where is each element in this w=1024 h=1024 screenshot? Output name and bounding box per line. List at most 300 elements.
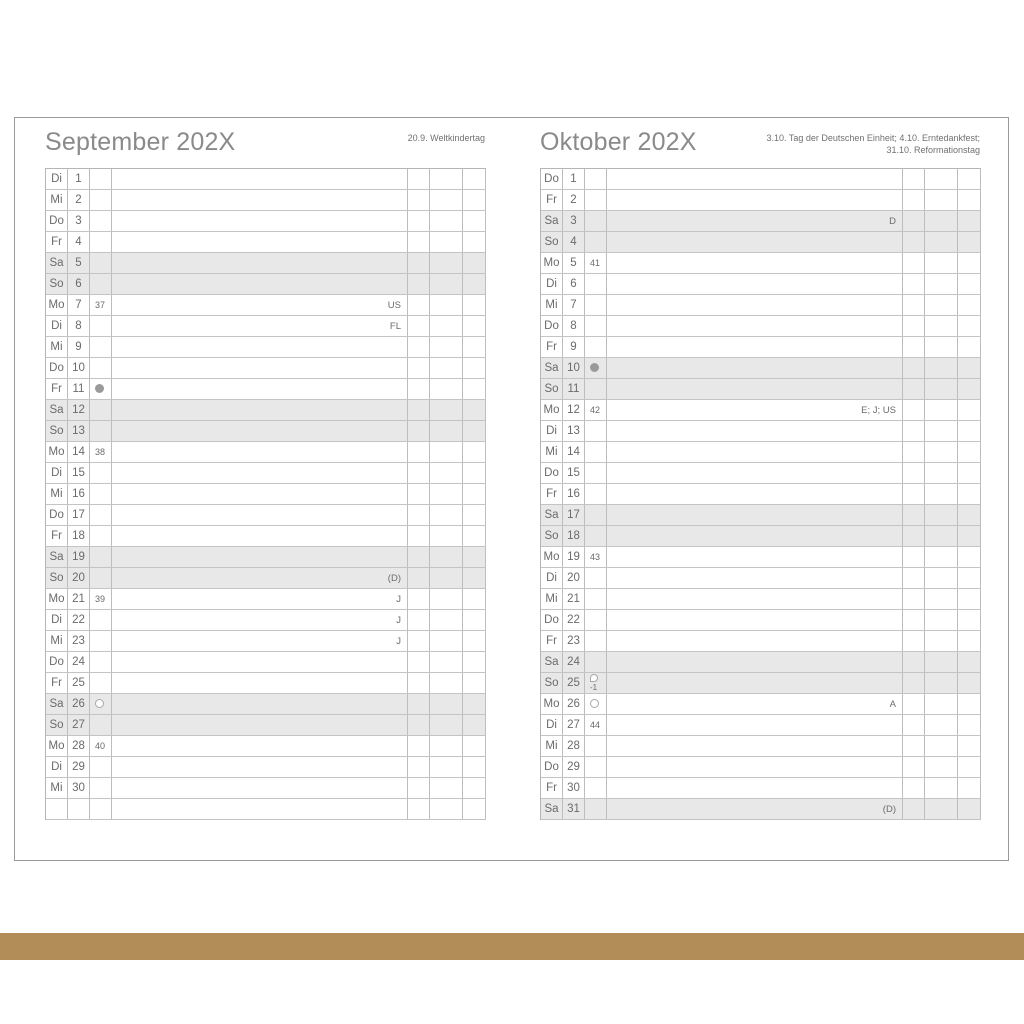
extra-cell [463, 568, 486, 588]
week-cell [585, 631, 607, 651]
notes-cell [607, 589, 903, 609]
day-row [46, 505, 486, 526]
extra-cell [903, 442, 925, 462]
extra-cell [925, 211, 958, 231]
extra-cell [430, 589, 463, 609]
weekday-cell: Do [541, 169, 563, 189]
extra-cell [903, 736, 925, 756]
date-cell: 31 [563, 799, 585, 819]
extra-cell [903, 190, 925, 210]
extra-cell [463, 358, 486, 378]
notes-cell [112, 358, 408, 378]
extra-cell [903, 589, 925, 609]
notes-cell [607, 568, 903, 588]
extra-cell [925, 568, 958, 588]
extra-cell [925, 379, 958, 399]
date-cell: 14 [68, 442, 90, 462]
extra-cell [925, 400, 958, 420]
weekday-cell: Do [46, 211, 68, 231]
week-cell [90, 484, 112, 504]
weekday-cell [46, 799, 68, 819]
weekday-cell: So [46, 274, 68, 294]
extra-cell [430, 673, 463, 693]
week-cell [585, 190, 607, 210]
week-cell [90, 526, 112, 546]
weekday-cell: Fr [541, 631, 563, 651]
weekday-cell: Di [46, 316, 68, 336]
week-cell [90, 778, 112, 798]
notes-cell: US [112, 295, 408, 315]
weekday-cell: So [46, 568, 68, 588]
date-cell: 23 [68, 631, 90, 651]
extra-cell [408, 274, 430, 294]
extra-cell [903, 799, 925, 819]
week-cell: 37 [90, 295, 112, 315]
notes-cell: J [112, 589, 408, 609]
extra-cell [958, 757, 981, 777]
extra-cell [463, 484, 486, 504]
notes-cell: J [112, 610, 408, 630]
extra-cell [925, 358, 958, 378]
date-cell: 19 [68, 547, 90, 567]
weekday-cell: Mi [46, 337, 68, 357]
extra-cell [408, 631, 430, 651]
week-cell [585, 442, 607, 462]
day-row [46, 463, 486, 484]
weekday-cell: Fr [46, 379, 68, 399]
date-cell: 9 [68, 337, 90, 357]
notes-cell [607, 505, 903, 525]
day-row [46, 715, 486, 736]
day-row [46, 400, 486, 421]
extra-cell [408, 673, 430, 693]
date-cell: 1 [68, 169, 90, 189]
date-cell: 6 [563, 274, 585, 294]
day-row [541, 736, 981, 757]
notes-cell [112, 442, 408, 462]
weekday-cell: Di [541, 274, 563, 294]
weekday-cell: Do [46, 505, 68, 525]
date-cell: 29 [563, 757, 585, 777]
week-cell [585, 736, 607, 756]
day-row [541, 463, 981, 484]
extra-cell [903, 421, 925, 441]
notes-cell: J [112, 631, 408, 651]
extra-cell [430, 694, 463, 714]
extra-cell [408, 337, 430, 357]
day-row [541, 295, 981, 316]
extra-cell [903, 295, 925, 315]
week-cell: 38 [90, 442, 112, 462]
extra-cell [430, 736, 463, 756]
notes-cell [607, 715, 903, 735]
date-cell: 21 [68, 589, 90, 609]
notes-cell [112, 484, 408, 504]
extra-cell [903, 673, 925, 693]
extra-cell [903, 316, 925, 336]
weekday-cell: Fr [541, 190, 563, 210]
calendar-spread [14, 117, 1009, 861]
extra-cell [430, 631, 463, 651]
week-cell [585, 358, 607, 378]
extra-cell [958, 379, 981, 399]
holiday-notes [225, 132, 485, 144]
date-cell: 13 [68, 421, 90, 441]
day-row [46, 211, 486, 232]
weekday-cell: Di [46, 610, 68, 630]
extra-cell [408, 526, 430, 546]
extra-cell [463, 316, 486, 336]
extra-cell [408, 232, 430, 252]
day-row [46, 421, 486, 442]
extra-cell [430, 295, 463, 315]
date-cell: 22 [563, 610, 585, 630]
date-cell: 16 [563, 484, 585, 504]
day-row [541, 652, 981, 673]
extra-cell [408, 295, 430, 315]
extra-cell [925, 757, 958, 777]
month-title: September 202X [45, 128, 236, 156]
notes-cell [607, 442, 903, 462]
notes-cell [607, 190, 903, 210]
date-cell: 22 [68, 610, 90, 630]
extra-cell [903, 631, 925, 651]
weekday-cell: So [46, 421, 68, 441]
day-row [46, 694, 486, 715]
notes-cell [112, 253, 408, 273]
week-cell [90, 568, 112, 588]
extra-cell [430, 211, 463, 231]
extra-cell [958, 589, 981, 609]
extra-cell [430, 799, 463, 819]
notes-cell [112, 526, 408, 546]
notes-cell [112, 778, 408, 798]
extra-cell [408, 610, 430, 630]
notes-cell [112, 421, 408, 441]
day-row [541, 190, 981, 211]
week-cell: 44 [585, 715, 607, 735]
week-cell [585, 421, 607, 441]
weekday-cell: So [541, 232, 563, 252]
notes-cell [112, 274, 408, 294]
week-cell [90, 610, 112, 630]
extra-cell [430, 421, 463, 441]
weekday-cell: Sa [541, 652, 563, 672]
extra-cell [925, 169, 958, 189]
date-cell: 4 [68, 232, 90, 252]
extra-cell [958, 547, 981, 567]
notes-cell [607, 232, 903, 252]
notes-cell [607, 610, 903, 630]
date-cell: 20 [68, 568, 90, 588]
extra-cell [903, 274, 925, 294]
extra-cell [958, 694, 981, 714]
extra-cell [463, 190, 486, 210]
day-row [46, 316, 486, 337]
extra-cell [903, 547, 925, 567]
day-row [46, 379, 486, 400]
day-row [541, 253, 981, 274]
notes-cell [112, 400, 408, 420]
weekday-cell: So [46, 715, 68, 735]
extra-cell [408, 547, 430, 567]
extra-cell [408, 190, 430, 210]
extra-cell [430, 442, 463, 462]
week-cell [585, 652, 607, 672]
weekday-cell: Mi [46, 631, 68, 651]
clock-change-label: -1 [590, 683, 598, 692]
extra-cell [903, 400, 925, 420]
date-cell: 3 [563, 211, 585, 231]
extra-cell [463, 253, 486, 273]
weekday-cell: Di [46, 757, 68, 777]
week-cell [90, 673, 112, 693]
extra-cell [463, 421, 486, 441]
week-cell [585, 526, 607, 546]
date-cell: 14 [563, 442, 585, 462]
day-row [541, 568, 981, 589]
date-cell: 30 [563, 778, 585, 798]
date-cell: 2 [68, 190, 90, 210]
extra-cell [430, 316, 463, 336]
extra-cell [958, 169, 981, 189]
day-row [541, 400, 981, 421]
extra-cell [925, 274, 958, 294]
day-row [541, 211, 981, 232]
date-cell: 18 [563, 526, 585, 546]
notes-cell [112, 652, 408, 672]
notes-cell [607, 736, 903, 756]
day-row [541, 589, 981, 610]
day-row [46, 631, 486, 652]
day-row [46, 253, 486, 274]
extra-cell [958, 631, 981, 651]
extra-cell [430, 169, 463, 189]
weekday-cell: Mi [46, 778, 68, 798]
week-cell [585, 379, 607, 399]
extra-cell [903, 358, 925, 378]
notes-cell [607, 463, 903, 483]
extra-cell [925, 652, 958, 672]
date-cell: 9 [563, 337, 585, 357]
extra-cell [463, 274, 486, 294]
clock-change-icon [590, 674, 598, 682]
weekday-cell: Fr [541, 337, 563, 357]
extra-cell [463, 610, 486, 630]
week-cell [90, 652, 112, 672]
day-row [46, 568, 486, 589]
holiday-line: 31.10. Reformationstag [886, 145, 980, 155]
weekday-cell: Fr [541, 484, 563, 504]
extra-cell [903, 211, 925, 231]
week-cell [90, 253, 112, 273]
notes-cell [607, 316, 903, 336]
date-cell: 27 [68, 715, 90, 735]
week-cell [90, 694, 112, 714]
date-cell: 25 [563, 673, 585, 693]
day-row [541, 610, 981, 631]
extra-cell [958, 673, 981, 693]
weekday-cell: Do [541, 610, 563, 630]
week-cell: 39 [90, 589, 112, 609]
week-cell [585, 568, 607, 588]
date-cell: 26 [563, 694, 585, 714]
extra-cell [408, 694, 430, 714]
day-row [541, 526, 981, 547]
extra-cell [463, 715, 486, 735]
weekday-cell: So [541, 526, 563, 546]
extra-cell [463, 169, 486, 189]
extra-cell [903, 505, 925, 525]
extra-cell [903, 463, 925, 483]
date-cell: 8 [68, 316, 90, 336]
extra-cell [925, 463, 958, 483]
notes-cell [607, 778, 903, 798]
holiday-line: 3.10. Tag der Deutschen Einheit; 4.10. Erntedankfest; [766, 133, 980, 143]
date-cell [68, 799, 90, 819]
extra-cell [430, 379, 463, 399]
day-row [541, 631, 981, 652]
week-cell [585, 610, 607, 630]
extra-cell [408, 169, 430, 189]
extra-cell [903, 610, 925, 630]
notes-cell [112, 547, 408, 567]
date-cell: 13 [563, 421, 585, 441]
weekday-cell: Do [46, 358, 68, 378]
notes-cell: E; J; US [607, 400, 903, 420]
extra-cell [958, 190, 981, 210]
week-cell [90, 799, 112, 819]
extra-cell [958, 799, 981, 819]
date-cell: 5 [563, 253, 585, 273]
weekday-cell: So [541, 673, 563, 693]
extra-cell [958, 778, 981, 798]
week-cell [90, 274, 112, 294]
notes-cell [112, 169, 408, 189]
extra-cell [430, 778, 463, 798]
extra-cell [408, 463, 430, 483]
day-row [46, 757, 486, 778]
date-cell: 28 [563, 736, 585, 756]
day-row [541, 757, 981, 778]
week-cell [90, 715, 112, 735]
week-cell [585, 463, 607, 483]
extra-cell [925, 337, 958, 357]
notes-cell [607, 253, 903, 273]
notes-cell [112, 694, 408, 714]
extra-cell [958, 421, 981, 441]
extra-cell [408, 400, 430, 420]
extra-cell [958, 211, 981, 231]
extra-cell [958, 526, 981, 546]
week-cell [90, 316, 112, 336]
date-cell: 24 [563, 652, 585, 672]
extra-cell [463, 736, 486, 756]
extra-cell [408, 316, 430, 336]
date-cell: 6 [68, 274, 90, 294]
extra-cell [903, 526, 925, 546]
weekday-cell: Mo [541, 253, 563, 273]
extra-cell [463, 652, 486, 672]
day-row [541, 316, 981, 337]
new-moon-icon [95, 699, 104, 708]
extra-cell [925, 778, 958, 798]
extra-cell [430, 568, 463, 588]
day-row [541, 442, 981, 463]
extra-cell [408, 652, 430, 672]
week-cell [90, 631, 112, 651]
day-row [46, 589, 486, 610]
notes-cell [112, 799, 408, 819]
notes-cell [607, 757, 903, 777]
extra-cell [463, 442, 486, 462]
extra-cell [408, 211, 430, 231]
day-row [541, 673, 981, 694]
extra-cell [958, 358, 981, 378]
day-row [541, 358, 981, 379]
extra-cell [925, 232, 958, 252]
weekday-cell: Sa [46, 694, 68, 714]
extra-cell [463, 232, 486, 252]
extra-cell [408, 505, 430, 525]
weekday-cell: Mi [541, 295, 563, 315]
date-cell: 3 [68, 211, 90, 231]
extra-cell [408, 757, 430, 777]
extra-cell [958, 232, 981, 252]
week-cell [90, 757, 112, 777]
extra-cell [903, 232, 925, 252]
week-cell [90, 400, 112, 420]
extra-cell [958, 274, 981, 294]
extra-cell [958, 463, 981, 483]
day-row [541, 547, 981, 568]
weekday-cell: Fr [46, 673, 68, 693]
weekday-cell: Sa [46, 253, 68, 273]
extra-cell [463, 400, 486, 420]
extra-cell [958, 295, 981, 315]
notes-cell [607, 337, 903, 357]
weekday-cell: Mo [46, 736, 68, 756]
day-row [46, 547, 486, 568]
extra-cell [925, 736, 958, 756]
day-row [541, 337, 981, 358]
extra-cell [430, 610, 463, 630]
date-cell: 25 [68, 673, 90, 693]
extra-cell [903, 169, 925, 189]
week-cell [585, 169, 607, 189]
holiday-notes [720, 132, 980, 156]
week-cell [90, 421, 112, 441]
weekday-cell: Mi [46, 190, 68, 210]
date-cell: 17 [68, 505, 90, 525]
date-cell: 26 [68, 694, 90, 714]
extra-cell [430, 484, 463, 504]
extra-cell [925, 547, 958, 567]
notes-cell [112, 673, 408, 693]
week-cell [90, 169, 112, 189]
day-row [541, 715, 981, 736]
weekday-cell: Di [46, 169, 68, 189]
extra-cell [925, 190, 958, 210]
extra-cell [463, 799, 486, 819]
extra-cell [408, 253, 430, 273]
date-cell: 24 [68, 652, 90, 672]
weekday-cell: Mo [541, 400, 563, 420]
extra-cell [958, 715, 981, 735]
extra-cell [903, 694, 925, 714]
extra-cell [430, 505, 463, 525]
date-cell: 18 [68, 526, 90, 546]
